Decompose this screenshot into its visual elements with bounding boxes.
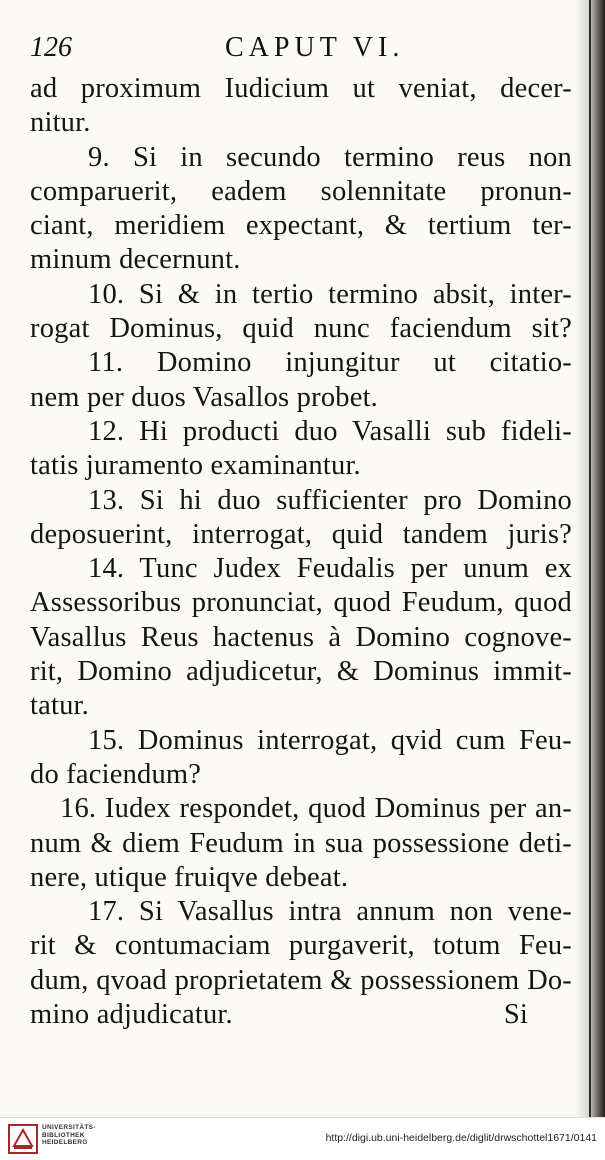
text-line: mino adjudicatur. Si: [30, 999, 529, 1031]
text-line: nem per duos Vasallos probet.: [30, 381, 379, 413]
text-line: Assessoribus pronunciat, quod Feudum, quod: [30, 587, 572, 619]
page-edge-line: [589, 0, 591, 1117]
source-url-link[interactable]: http://digi.ub.uni-heidelberg.de/diglit/drwschottel1671/0141: [325, 1132, 597, 1144]
university-library-logo-icon[interactable]: [8, 1124, 38, 1154]
text-line: tatis juramento examinantur.: [30, 450, 361, 482]
text-line: ad proximum Iudicium ut veniat, decer-: [30, 73, 572, 104]
text-line: 15. Dominus interrogat, qvid cum Feu-: [88, 724, 572, 756]
text-line: ciant, meridiem expectant, & tertium ter-: [30, 210, 572, 242]
body-text: [30, 72, 572, 1032]
text-line: minum decernunt.: [30, 244, 241, 276]
text-line: 14. Tunc Judex Feudalis per unum ex: [88, 553, 572, 585]
text-line: 12. Hi producti duo Vasalli sub fideli-: [88, 415, 572, 447]
library-name: UNIVERSITÄTS- BIBLIOTHEK HEIDELBERG: [42, 1124, 96, 1146]
text-line: 17. Si Vasallus intra annum non vene-: [88, 896, 572, 928]
page-header: [30, 32, 570, 72]
text-line: nere, utique fruiqve debeat.: [30, 861, 349, 893]
text-line: 11. Domino injungitur ut citatio-: [88, 347, 572, 379]
running-head: CAPUT VI.: [225, 32, 405, 63]
text-line: 10. Si & in tertio termino absit, inter-: [88, 278, 572, 310]
text-line: deposuerint, interrogat, quid tandem juris?: [30, 518, 572, 550]
page-number: 126: [30, 32, 72, 63]
text-line: 16. Iudex respondet, quod Dominus per an-: [60, 793, 572, 825]
text-line: rit, Domino adjudicetur, & Dominus immit-: [30, 656, 572, 688]
text-line: num & diem Feudum in sua possessione deti-: [30, 827, 572, 859]
viewer-footer: [0, 1117, 605, 1160]
text-line: rogat Dominus, quid nunc faciendum sit?: [30, 313, 572, 345]
text-line: dum, qvoad proprietatem & possessionem Do-: [30, 964, 572, 996]
text-line: comparuerit, eadem solennitate pronun-: [30, 175, 572, 207]
text-line: nitur.: [30, 107, 91, 139]
text-line: tatur.: [30, 690, 89, 722]
text-line: Vasallus Reus hactenus à Domino cognove-: [30, 621, 572, 653]
text-line: rit & contumaciam purgaverit, totum Feu-: [30, 930, 572, 962]
text-line: 9. Si in secundo termino reus non: [88, 141, 572, 173]
text-line: do faciendum?: [30, 758, 202, 790]
text-line: 13. Si hi duo sufficienter pro Domino: [88, 484, 572, 516]
